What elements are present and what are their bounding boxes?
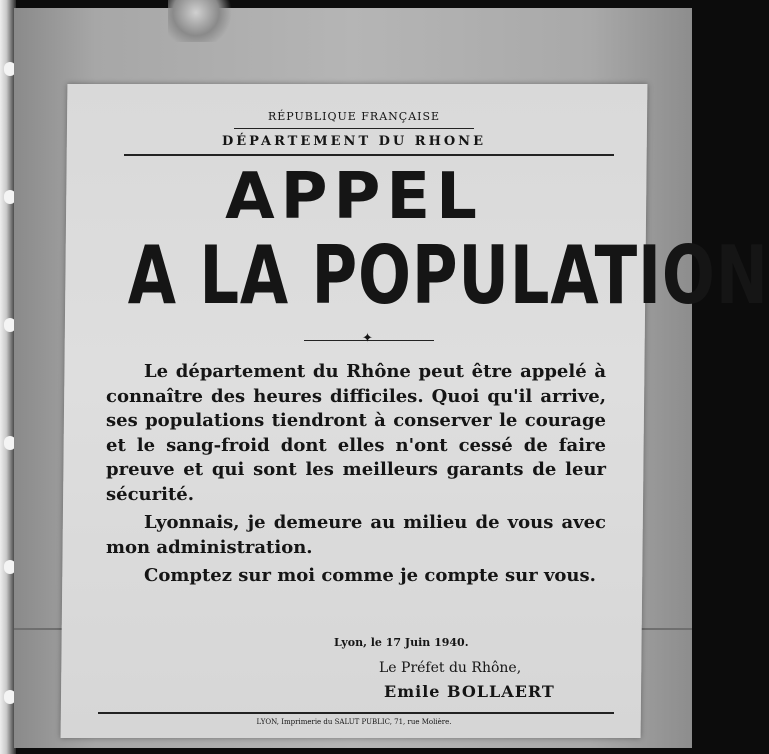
proclamation-body <box>106 360 606 589</box>
poster-content <box>64 84 769 738</box>
republic-header: RÉPUBLIQUE FRANÇAISE <box>267 110 441 123</box>
header-rule <box>234 128 474 129</box>
department-header: DÉPARTEMENT DU RHONE <box>222 134 486 149</box>
header-double-rule <box>124 154 614 156</box>
paragraph: Comptez sur moi comme je compte sur vous. <box>144 565 596 586</box>
decorative-rule-icon: ✦ <box>362 331 373 346</box>
headline-appel: APPEL <box>225 160 483 234</box>
headline-population: A LA POPULATION <box>127 229 769 322</box>
printer-imprint: LYON, Imprimerie du SALUT PUBLIC, 71, rue Molière. <box>256 718 452 726</box>
paragraph: Le département du Rhône peut être appelé à connaître des heures difficiles. Quoi qu'il arrive, ses populations tiendront à conserver le courage et le sang-froid dont elles n'ont cessé de faire preuve et qui sont les meilleurs garants de leur sécurité. <box>106 361 606 505</box>
paragraph: Lyonnais, je demeure au milieu de vous avec mon administration. <box>106 512 606 558</box>
footer-rule <box>98 712 614 714</box>
film-blemish <box>168 0 238 42</box>
signature-title: Le Préfet du Rhône, <box>379 660 522 676</box>
signature-name: Emile BOLLAERT <box>384 682 555 701</box>
date-line: Lyon, le 17 Juin 1940. <box>334 636 469 649</box>
